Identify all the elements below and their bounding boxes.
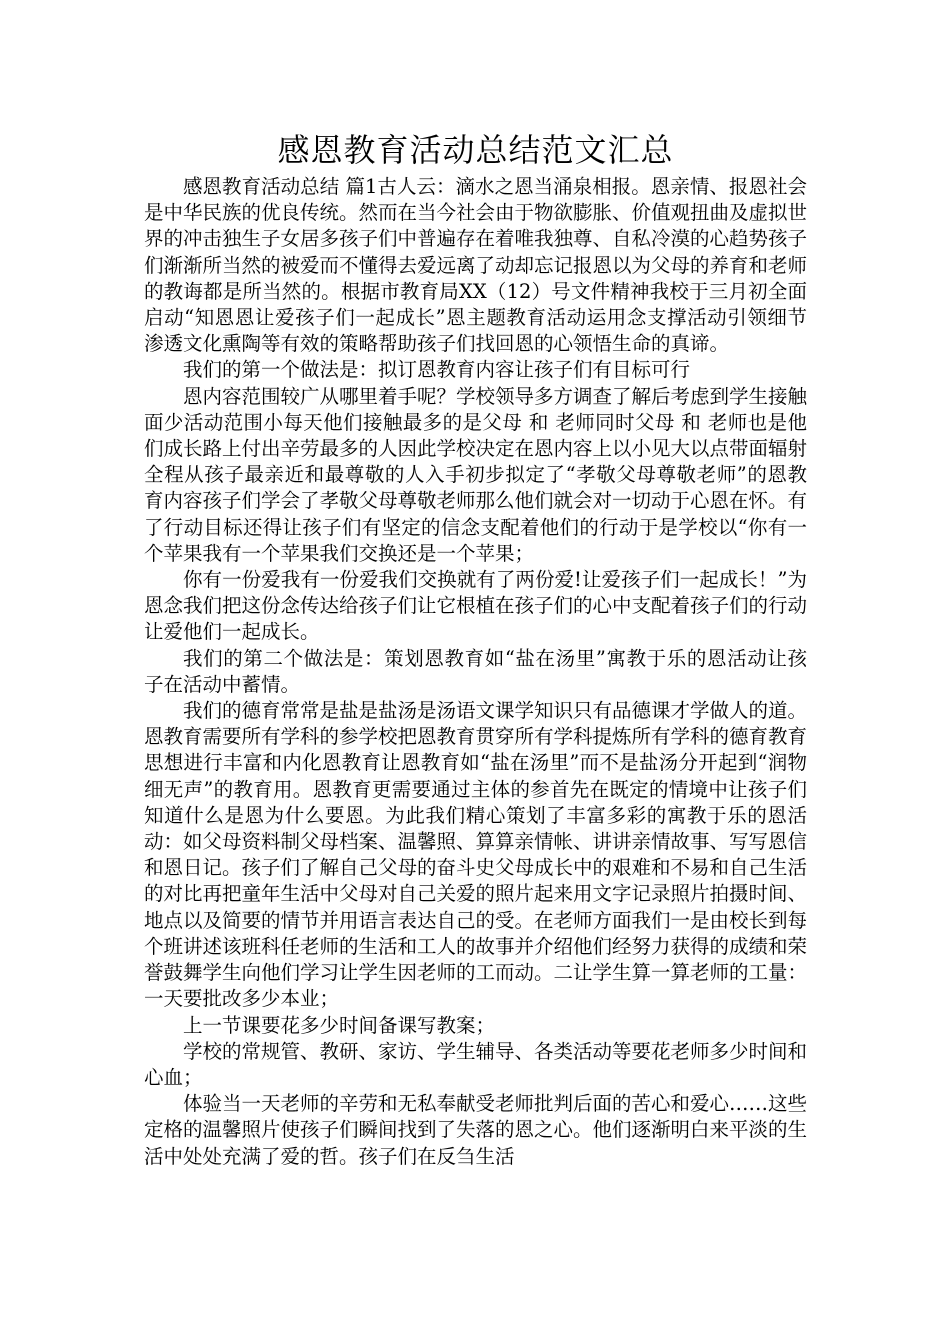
paragraph-intro: 感恩教育活动总结 篇1古人云：滴水之恩当涌泉相报。恩亲情、报恩社会是中华民族的优良传统。然而在当今社会由于物欲膨胀、价值观扭曲及虚拟世界的冲击独生子女居多孩子们中普遍存在着唯我独尊、自私冷漠的心趋势孩子们渐渐所当然的被爱而不懂得去爱远离了动却忘记报恩以为父母的养育和老师的教诲都是所当然的。根据市教育局XX（12）号文件精神我校于三月初全面启动“知恩恩让爱孩子们一起成长”恩主题教育活动运用念支撑活动引领细节渗透文化熏陶等有效的策略帮助孩子们找回恩的心领悟生命的真谛。 (144, 175, 808, 356)
document-title: 感恩教育活动总结范文汇总 (277, 131, 674, 169)
paragraph-lesson-prep: 上一节课要花多少时间备课写教案； (183, 1013, 496, 1037)
paragraph-first-method: 我们的第一个做法是：拟订恩教育内容让孩子们有目标可行 (183, 358, 691, 382)
paragraph-love-exchange: 你有一份爱我有一份爱我们交换就有了两份爱!让爱孩子们一起成长！”为恩念我们把这份念传达给孩子们让它根植在孩子们的心中支配着孩子们的行动让爱他们一起成长。 (144, 568, 808, 644)
paragraph-second-method: 我们的第二个做法是：策划恩教育如“盐在汤里”寓教于乐的恩活动让孩子在活动中蓄情。 (144, 646, 807, 696)
paragraph-content-scope: 恩内容范围较广从哪里着手呢？学校领导多方调查了解后考虑到学生接触面少活动范围小每天他们接触最多的是父母 和 老师同时父母 和 老师也是他们成长路上付出辛劳最多的人因此学校决定在恩内容上以小见大以点带面辐射全程从孩子最亲近和最尊敬的人入手初步拟定了“孝敬父母尊敬老师”的恩教育内容孩子们学会了孝敬父母尊敬老师那么他们就会对一切动于心恩在怀。有了行动目标还得让孩子们有坚定的信念支配着他们的行动于是学校以“你有一个苹果我有一个苹果我们交换还是一个苹果； (144, 384, 808, 565)
document-page (144, 128, 807, 1170)
paragraph-moral-education: 我们的德育常常是盐是盐汤是汤语文课学知识只有品德课才学做人的道。恩教育需要所有学科的参学校把恩教育贯穿所有学科提炼所有学科的德育教育思想进行丰富和内化恩教育让恩教育如“盐在汤里”而不是盐汤分开起到“润物细无声”的教育用。恩教育更需要通过主体的参首先在既定的情境中让孩子们知道什么是恩为什么要恩。为此我们精心策划了丰富多彩的寓教于乐的恩活动：如父母资料制父母档案、温馨照、算算亲情帐、讲讲亲情故事、写写恩信和恩日记。孩子们了解自己父母的奋斗史父母成长中的艰难和不易和自己生活的对比再把童年生活中父母对自己关爱的照片起来用文字记录照片拍摄时间、地点以及简要的情节并用语言表达自己的受。在老师方面我们一是由校长到每个班讲述该班科任老师的生活和工人的故事并介绍他们经努力获得的成绩和荣誉鼓舞学生向他们学习让学生因老师的工而动。二让学生算一算老师的工量：一天要批改多少本业； (144, 699, 808, 1011)
paragraph-school-routine: 学校的常规管、教研、家访、学生辅导、各类活动等要花老师多少时间和心血； (144, 1039, 808, 1089)
paragraph-experience: 体验当一天老师的辛劳和无私奉献受老师批判后面的苦心和爱心……这些定格的温馨照片使孩子们瞬间找到了失落的恩之心。他们逐渐明白来平淡的生活中处处充满了爱的哲。孩子们在反刍生活 (144, 1092, 808, 1168)
